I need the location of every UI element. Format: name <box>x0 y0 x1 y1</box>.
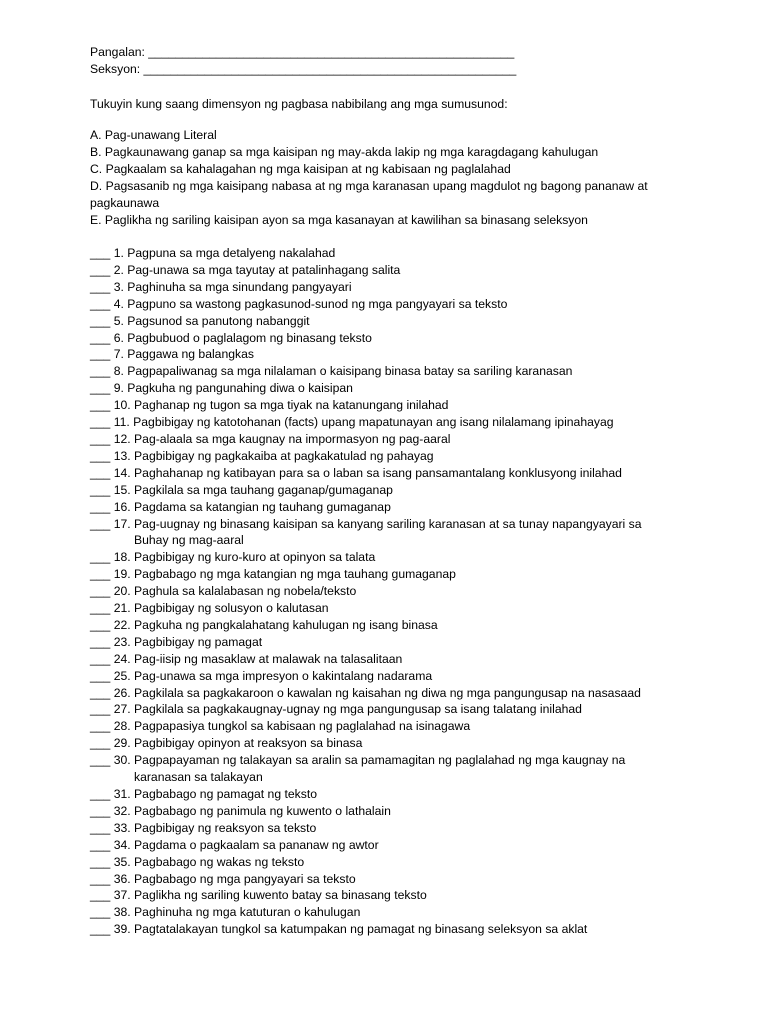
list-item-text: ___ 4. Pagpuno sa wastong pagkasunod-sunod ng mga pangyayari sa teksto <box>90 296 508 311</box>
list-item-text: ___ 11. Pagbibigay ng katotohanan (facts) upang mapatunayan ang isang nilalamang ipinahayag <box>90 415 614 430</box>
list-item-text: ___ 15. Pagkilala sa mga tauhang gaganap/gumaganap <box>90 482 393 497</box>
list-item[interactable] <box>90 448 690 465</box>
list-item-text: ___ 24. Pag-iisip ng masaklaw at malawak na talasalitaan <box>90 651 403 666</box>
list-item[interactable] <box>90 904 690 921</box>
list-item-text: ___ 3. Paghinuha sa mga sinundang pangyayari <box>90 279 352 294</box>
choice-item: B. Pagkaunawang ganap sa mga kaisipan ng may-akda lakip ng mga karagdagang kahulugan <box>90 144 599 159</box>
list-item[interactable] <box>90 262 690 279</box>
list-item[interactable] <box>90 668 690 685</box>
list-item-text: ___ 5. Pagsunod sa panutong nabanggit <box>90 313 310 328</box>
header <box>90 44 516 78</box>
list-item-text: ___ 1. Pagpuna sa mga detalyeng nakalahad <box>90 246 336 260</box>
list-item[interactable] <box>90 651 690 668</box>
instruction-text: Tukuyin kung saang dimensyon ng pagbasa nabibilang ang mga sumusunod: <box>90 97 508 111</box>
list-item[interactable] <box>90 583 690 600</box>
choice-item: C. Pagkaalam sa kahalagahan ng mga kaisipan at ng kabisaan ng paglalahad <box>90 161 511 176</box>
items-list <box>90 245 690 938</box>
list-item-text: ___ 34. Pagdama o pagkaalam sa pananaw ng awtor <box>90 837 379 852</box>
list-item-text: ___ 29. Pagbibigay opinyon at reaksyon sa binasa <box>90 736 363 751</box>
list-item[interactable] <box>90 549 690 566</box>
list-item-continuation: karanasan sa talakayan <box>134 770 263 785</box>
list-item-continuation: Buhay ng mag-aaral <box>134 533 244 548</box>
choice-item: D. Pagsasanib ng mga kaisipang nabasa at ng mga karanasan upang magdulot ng bagong pananaw at pagkaunawa <box>90 178 648 210</box>
list-item-text: ___ 32. Pagbabago ng panimula ng kuwento o lathalain <box>90 803 391 818</box>
list-item-text: ___ 14. Paghahanap ng katibayan para sa o laban sa isang pansamantalang konklusyong inilahad <box>90 465 622 480</box>
list-item[interactable] <box>90 837 690 854</box>
list-item-text: ___ 16. Pagdama sa katangian ng tauhang gumaganap <box>90 499 391 514</box>
list-item[interactable] <box>90 330 690 347</box>
list-item-text: ___ 27. Pagkilala sa pagkakaugnay-ugnay ng mga pangungusap sa isang talatang inilahad <box>90 702 582 717</box>
list-item[interactable] <box>90 871 690 888</box>
list-item[interactable] <box>90 566 690 583</box>
list-item[interactable] <box>90 854 690 871</box>
list-item[interactable] <box>90 803 690 820</box>
list-item[interactable] <box>90 735 690 752</box>
list-item-text: ___ 35. Pagbabago ng wakas ng teksto <box>90 854 305 869</box>
list-item[interactable] <box>90 600 690 617</box>
list-item[interactable] <box>90 617 690 634</box>
list-item[interactable] <box>90 363 690 380</box>
list-item-text: ___ 19. Pagbabago ng mga katangian ng mga tauhang gumaganap <box>90 567 456 582</box>
list-item[interactable] <box>90 701 690 718</box>
list-item[interactable] <box>90 786 690 803</box>
list-item-text: ___ 37. Paglikha ng sariling kuwento batay sa binasang teksto <box>90 888 427 903</box>
list-item[interactable] <box>90 820 690 837</box>
list-item-text: ___ 26. Pagkilala sa pagkakaroon o kawalan ng kaisahan ng diwa ng mga pangungusap na nasasaad <box>90 685 641 700</box>
list-item-text: ___ 25. Pag-unawa sa mga impresyon o kakintalang nadarama <box>90 668 433 683</box>
list-item[interactable] <box>90 499 690 516</box>
list-item-text: ___ 23. Pagbibigay ng pamagat <box>90 634 263 649</box>
choice-item: E. Paglikha ng sariling kaisipan ayon sa mga kasanayan at kawilihan sa binasang seleksyon <box>90 212 588 227</box>
list-item-text: ___ 2. Pag-unawa sa mga tayutay at patalinhagang salita <box>90 262 401 277</box>
list-item-text: ___ 33. Pagbibigay ng reaksyon sa teksto <box>90 820 317 835</box>
list-item-text: ___ 21. Pagbibigay ng solusyon o kalutasan <box>90 601 329 616</box>
list-item-text: ___ 31. Pagbabago ng pamagat ng teksto <box>90 787 318 801</box>
list-item[interactable] <box>90 634 690 651</box>
list-item-text: ___ 36. Pagbabago ng mga pangyayari sa teksto <box>90 871 356 886</box>
list-item-text: ___ 13. Pagbibigay ng pagkakaiba at pagkakatulad ng pahayag <box>90 448 434 463</box>
list-item-text: ___ 9. Pagkuha ng pangunahing diwa o kaisipan <box>90 381 353 396</box>
list-item[interactable] <box>90 685 690 702</box>
list-item-text: ___ 22. Pagkuha ng pangkalahatang kahulugan ng isang binasa <box>90 617 438 632</box>
list-item[interactable] <box>90 752 690 786</box>
list-item[interactable] <box>90 921 690 938</box>
list-item[interactable] <box>90 414 690 431</box>
list-item-text: ___ 38. Paghinuha ng mga katuturan o kahulugan <box>90 905 361 920</box>
list-item-text: ___ 10. Paghanap ng tugon sa mga tiyak na katanungang inilahad <box>90 398 449 413</box>
section-field[interactable]: Seksyon: _______________________________________________________ <box>90 61 517 76</box>
list-item-text: ___ 20. Paghula sa kalalabasan ng nobela/teksto <box>90 584 357 599</box>
choices-list <box>90 127 680 228</box>
list-item[interactable] <box>90 431 690 448</box>
list-item[interactable] <box>90 245 690 262</box>
list-item[interactable] <box>90 516 690 550</box>
list-item[interactable] <box>90 313 690 330</box>
list-item[interactable] <box>90 296 690 313</box>
list-item-text: ___ 6. Pagbubuod o paglalagom ng binasang teksto <box>90 330 372 345</box>
list-item-text: ___ 17. Pag-uugnay ng binasang kaisipan sa kanyang sariling karanasan at sa tunay napangyayari sa <box>90 516 642 531</box>
list-item-text: ___ 8. Pagpapaliwanag sa mga nilalaman o kaisipang binasa batay sa sariling karanasan <box>90 364 573 379</box>
list-item[interactable] <box>90 465 690 482</box>
list-item[interactable] <box>90 380 690 397</box>
list-item[interactable] <box>90 887 690 904</box>
list-item[interactable] <box>90 718 690 735</box>
list-item[interactable] <box>90 346 690 363</box>
list-item-text: ___ 28. Pagpapasiya tungkol sa kabisaan ng paglalahad na isinagawa <box>90 719 471 734</box>
list-item[interactable] <box>90 482 690 499</box>
list-item-text: ___ 12. Pag-alaala sa mga kaugnay na impormasyon ng pag-aaral <box>90 431 451 446</box>
choice-item: A. Pag-unawang Literal <box>90 128 217 142</box>
list-item-text: ___ 30. Pagpapayaman ng talakayan sa aralin sa pamamagitan ng paglalahad ng mga kaugnay na <box>90 753 626 768</box>
list-item-text: ___ 18. Pagbibigay ng kuro-kuro at opinyon sa talata <box>90 550 376 565</box>
list-item[interactable] <box>90 397 690 414</box>
list-item-text: ___ 7. Paggawa ng balangkas <box>90 347 254 362</box>
name-field[interactable]: Pangalan: ______________________________________________________ <box>90 45 515 59</box>
list-item-text: ___ 39. Pagtatalakayan tungkol sa katumpakan ng pamagat ng binasang seleksyon sa aklat <box>90 922 588 937</box>
list-item[interactable] <box>90 279 690 296</box>
